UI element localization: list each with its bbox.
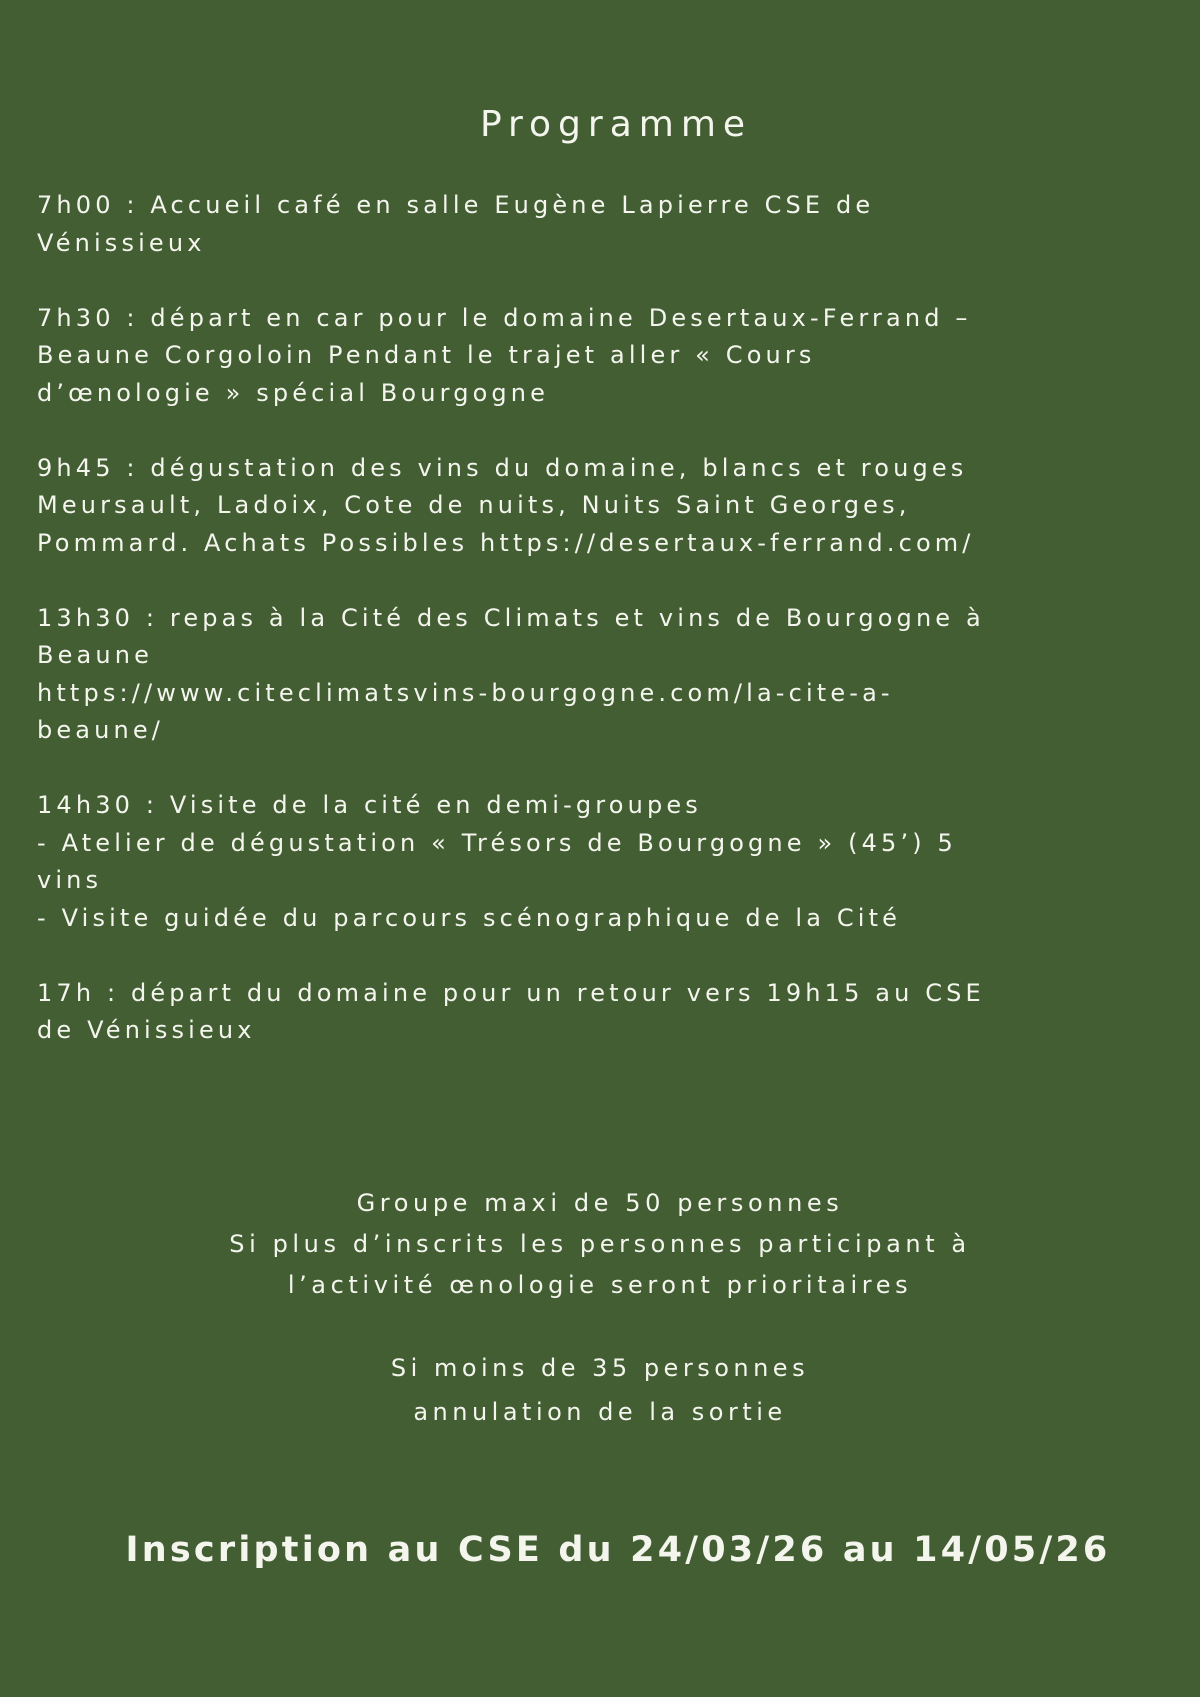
schedule-line: vins <box>37 866 103 894</box>
schedule-item-7h30 <box>37 300 1187 413</box>
schedule-line: Meursault, Ladoix, Cote de nuits, Nuits Saint Georges, <box>37 491 911 519</box>
schedule-line-with-link: Pommard. Achats Possibles https://desertaux-ferrand.com/ <box>37 528 975 557</box>
minimum-participants-notice <box>0 1346 1200 1434</box>
notice-line: annulation de la sortie <box>413 1398 787 1426</box>
schedule-line: 14h30 : Visite de la cité en demi-groupes <box>37 791 702 819</box>
schedule-line: 7h00 : Accueil café en salle Eugène Lapierre CSE de <box>37 191 875 219</box>
schedule-line: 17h : départ du domaine pour un retour vers 19h15 au CSE <box>37 978 985 1007</box>
schedule-line: Beaune Corgoloin Pendant le trajet aller « Cours <box>37 341 816 369</box>
schedule-line: 9h45 : dégustation des vins du domaine, blancs et rouges <box>37 453 968 482</box>
page-title: Programme <box>479 104 753 145</box>
notice-line: Si moins de 35 personnes <box>390 1354 810 1382</box>
programme-schedule <box>37 187 1187 1087</box>
notice-line: l’activité œnologie seront prioritaires <box>287 1271 913 1299</box>
schedule-line: d’œnologie » spécial Bourgogne <box>37 378 550 407</box>
schedule-line: 13h30 : repas à la Cité des Climats et vins de Bourgogne à <box>37 603 985 632</box>
schedule-line: Vénissieux <box>37 228 206 257</box>
notice-line: Si plus d’inscrits les personnes participant à <box>229 1230 971 1258</box>
schedule-item-14h30 <box>37 787 1187 937</box>
group-size-notice <box>0 1183 1200 1306</box>
registration-dates: Inscription au CSE du 24/03/26 au 14/05/26 <box>125 1530 1111 1570</box>
notice-line: Groupe maxi de 50 personnes <box>356 1189 844 1217</box>
schedule-line: - Visite guidée du parcours scénographique de la Cité <box>37 903 902 932</box>
schedule-line: de Vénissieux <box>37 1016 256 1044</box>
schedule-item-9h45 <box>37 450 1187 563</box>
schedule-item-13h30 <box>37 600 1187 750</box>
schedule-line: Beaune <box>37 641 154 669</box>
schedule-item-17h <box>37 975 1187 1050</box>
schedule-line: 7h30 : départ en car pour le domaine Desertaux-Ferrand – <box>37 303 972 332</box>
website-url: beaune/ <box>37 716 165 744</box>
schedule-line: - Atelier de dégustation « Trésors de Bourgogne » (45’) 5 <box>37 828 957 857</box>
website-url: https://www.citeclimatsvins-bourgogne.com/la-cite-a- <box>37 678 894 707</box>
schedule-item-7h00 <box>37 187 1187 262</box>
